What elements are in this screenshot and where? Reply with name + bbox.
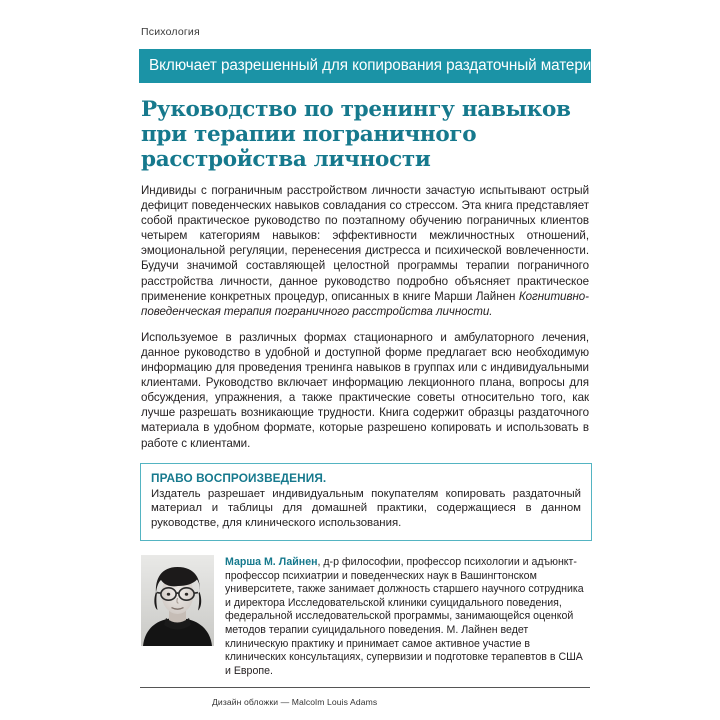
- author-bio-block: [139, 555, 591, 678]
- category-label: Психология: [141, 26, 200, 38]
- reproduction-rights-heading: ПРАВО ВОСПРОИЗВЕДЕНИЯ.: [151, 470, 327, 485]
- footer-divider: [140, 687, 590, 688]
- paragraph-1: [141, 183, 589, 319]
- reproduction-rights-box: [140, 463, 592, 541]
- author-name: Марша М. Лайнен: [225, 555, 318, 568]
- author-portrait-photo: [141, 555, 214, 646]
- book-title: Руководство по тренингу навыков при терапии пограничного расстройства личности: [141, 97, 571, 172]
- cover-design-credit: Дизайн обложки — Malcolm Louis Adams: [212, 697, 378, 708]
- author-bio-text: [225, 555, 591, 678]
- promo-banner: Включает разрешенный для копирования раздаточный материал!: [139, 49, 591, 83]
- paragraph-1-text: Индивиды с пограничным расстройством личности зачастую испытывают острый дефицит поведенческих навыков совладания со стрессом. Эта книга представляет собой практическое руководство по поэтапному обучению пограничных клиентов четырем категориям навыков: эффективности межличностных отношений, эмоциональной регуляции, перенесения дистресса и психической вовлеченности. Будучи значимой составляющей целостной программы терапии пограничного расстройства личности, данное руководство подробно объясняет практическое применение конкретных процедур, описанных в книге Марши Лайнен: [141, 184, 589, 303]
- description-body: [139, 183, 589, 451]
- reproduction-rights-text: Издатель разрешает индивидуальным покупателям копировать раздаточный материал и таблицы для домашней практики, содержащиеся в данном руководстве, для клинического использования.: [151, 487, 581, 530]
- cover-content: [139, 0, 613, 708]
- author-bio-body: , д-р философии, профессор психологии и адъюнкт-профессор психиатрии и поведенческих наук в Вашингтонском университете, также занимает должность старшего научного сотрудника и директора Исследовательской клиники суицидального поведения, федеральной исследовательской программы, занимающейся оценкой методов терапии суицидального поведения. М. Лайнен ведет клиническую практику и принимает самое активное участие в клинических консультациях, супервизии и подготовке терапевтов в США и Европе.: [225, 555, 584, 677]
- referenced-book-title: Когнитивно-поведенческая терапия пограничного расстройства личности.: [141, 289, 589, 318]
- paragraph-2: Используемое в различных формах стационарного и амбулаторного лечения, данное руководство в удобной и доступной форме предлагает всю необходимую информацию для проведения тренинга навыков в группах или с индивидуальными клиентами. Руководство включает информацию лекционного плана, вопросы для обсуждения, упражнения, а также практические советы относительно того, как лучше разрешать возникающие трудности. Книга содержит образцы раздаточного материала в удобном формате, которые разрешено копировать и использовать в работе с клиентами.: [141, 330, 589, 450]
